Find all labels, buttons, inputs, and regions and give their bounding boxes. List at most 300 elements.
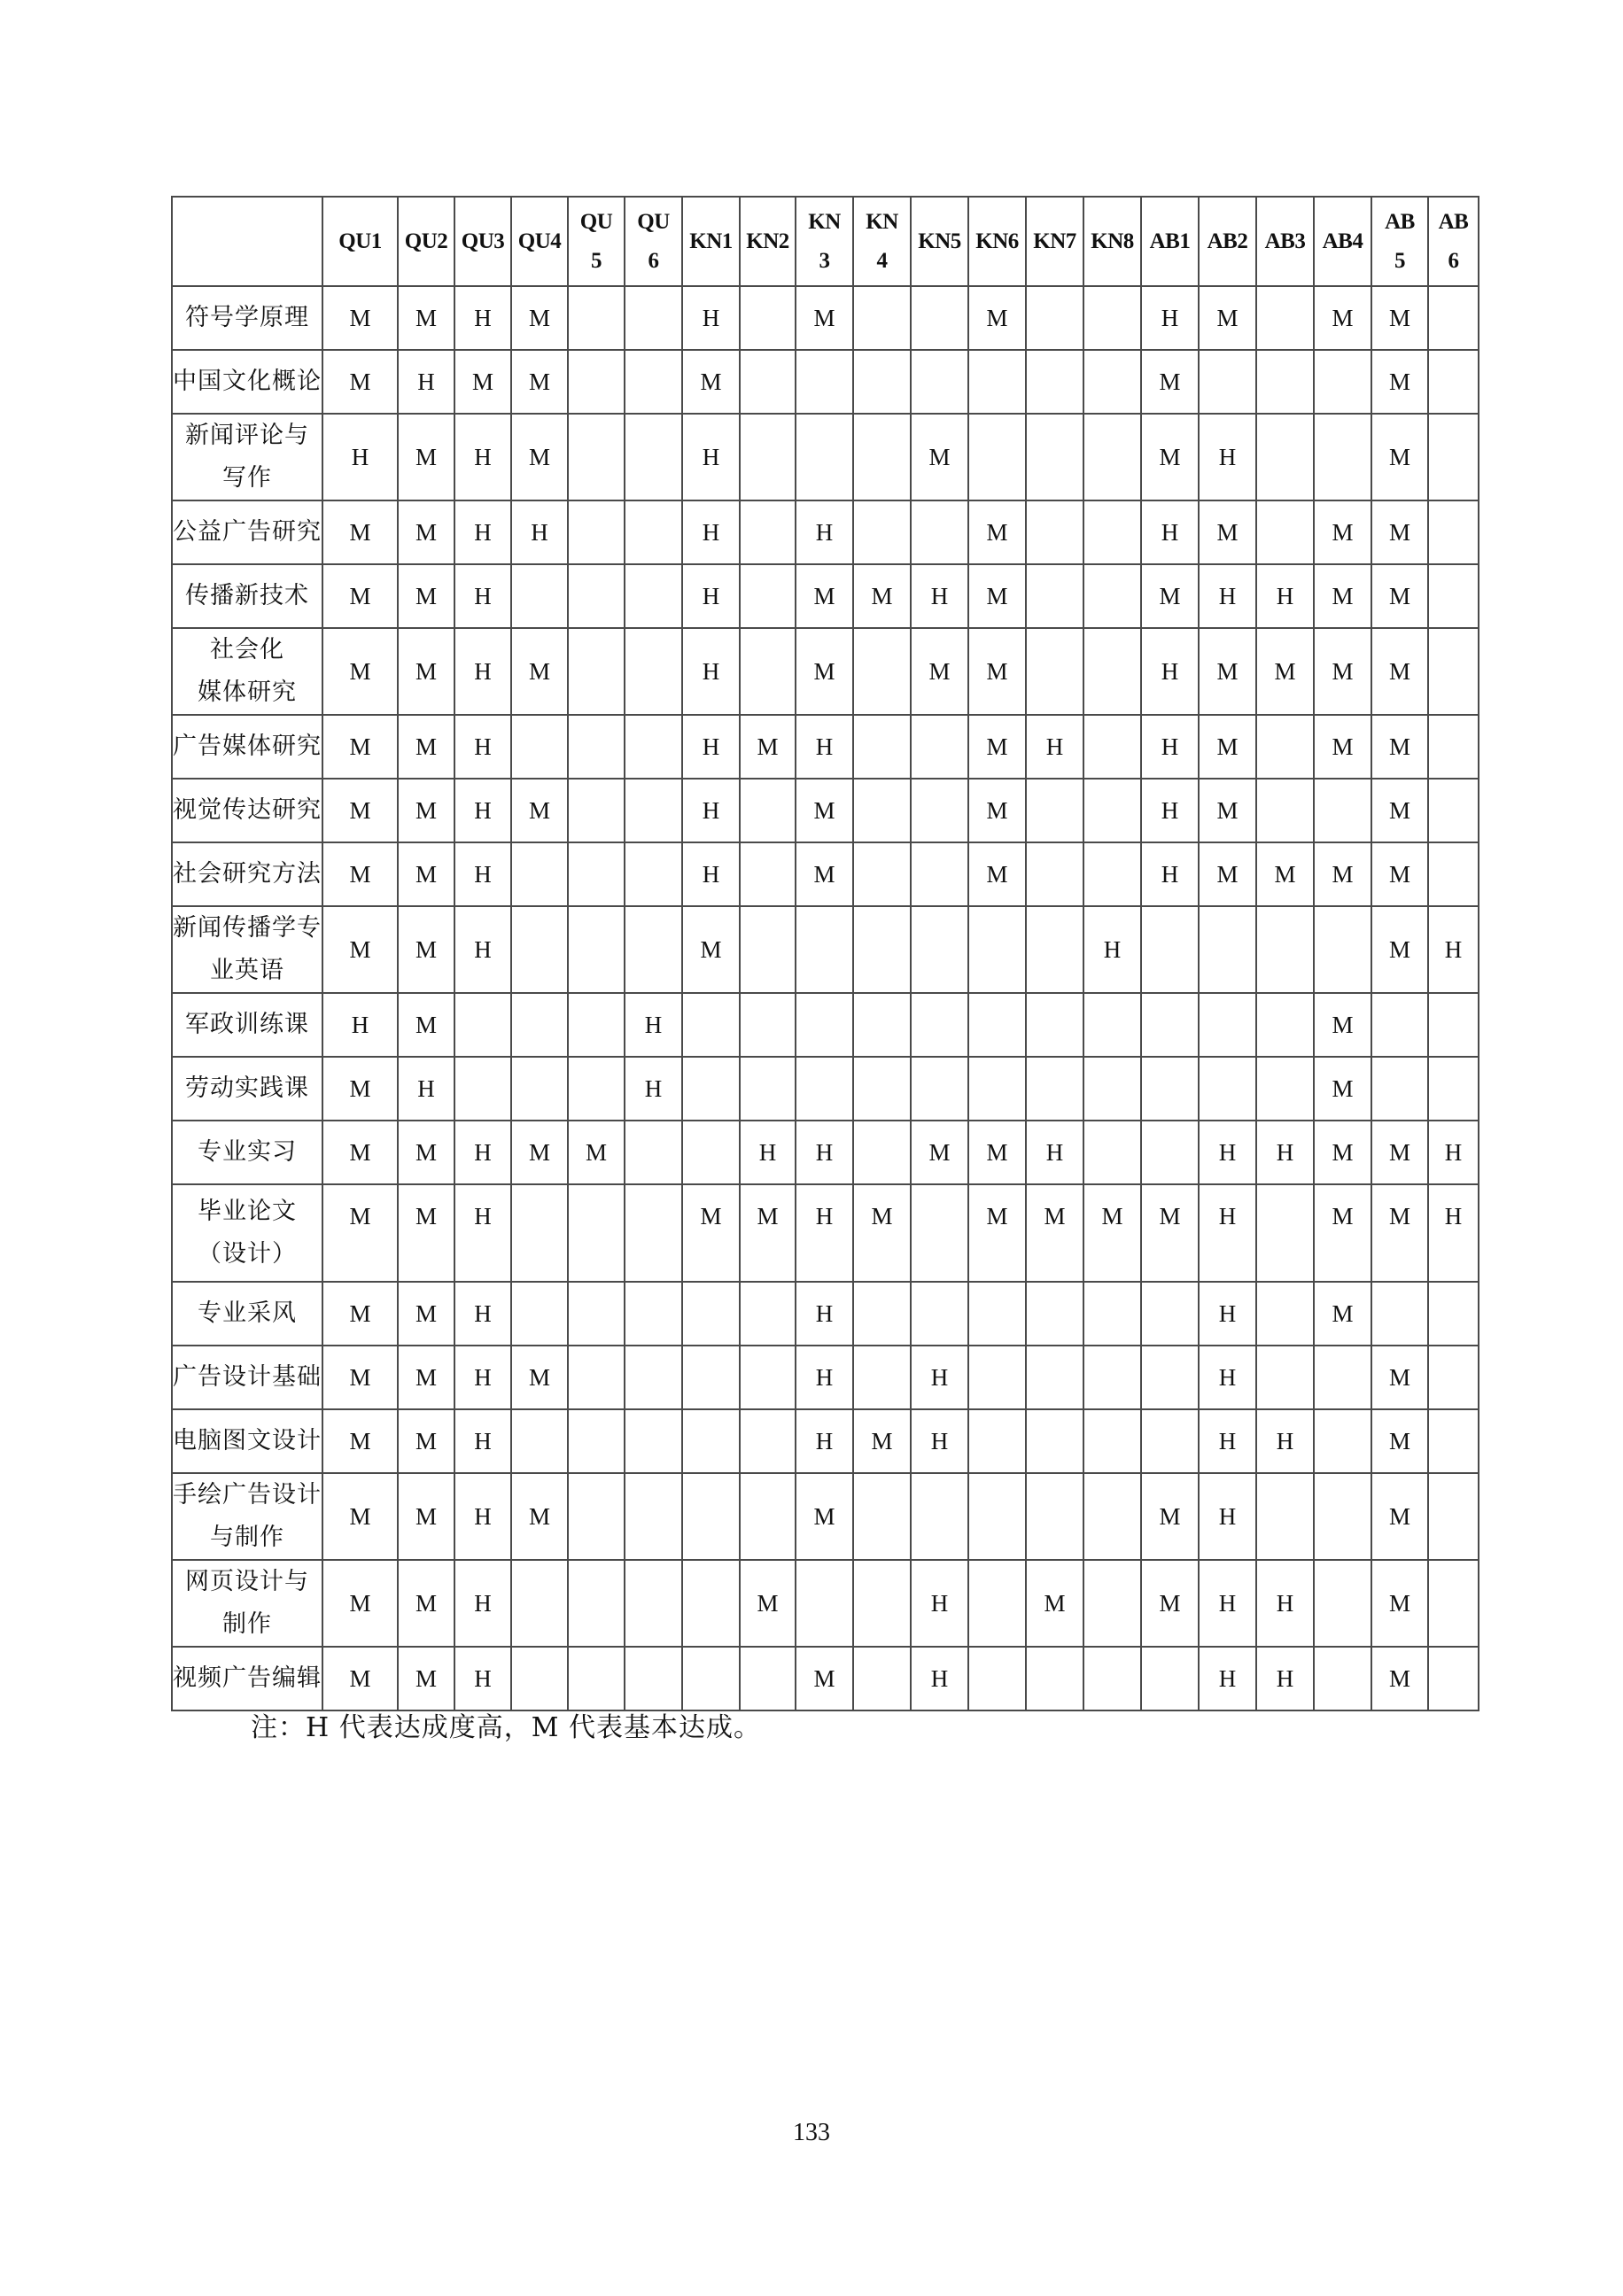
rating-cell: [853, 715, 911, 779]
table-row: [172, 1473, 1479, 1560]
rating-cell: M: [740, 1560, 796, 1647]
rating-cell: [796, 993, 853, 1057]
rating-cell: M: [1371, 1184, 1428, 1282]
table-row: [172, 286, 1479, 350]
rating-cell: [1428, 1282, 1479, 1346]
rating-cell: [1026, 350, 1083, 414]
rating-cell: [568, 993, 625, 1057]
rating-cell: M: [1199, 286, 1256, 350]
rating-cell: H: [1199, 1121, 1256, 1184]
table-row: [172, 906, 1479, 993]
rating-cell: M: [1314, 993, 1371, 1057]
header-corner: [172, 197, 322, 286]
rating-cell: [568, 1560, 625, 1647]
rating-cell: [1428, 779, 1479, 842]
column-header: AB4: [1314, 197, 1371, 286]
rating-cell: H: [796, 1121, 853, 1184]
rating-cell: [1199, 906, 1256, 993]
rating-cell: H: [682, 500, 740, 564]
rating-cell: M: [1371, 286, 1428, 350]
table-row: [172, 842, 1479, 906]
rating-cell: [968, 1647, 1026, 1710]
rating-cell: H: [911, 1647, 968, 1710]
rating-cell: [853, 1560, 911, 1647]
rating-cell: M: [322, 1346, 398, 1409]
rating-cell: [1199, 1057, 1256, 1121]
rating-cell: [853, 286, 911, 350]
rating-cell: [1083, 286, 1141, 350]
rating-cell: [740, 1282, 796, 1346]
course-name-cell: 军政训练课: [172, 993, 322, 1057]
rating-cell: [568, 414, 625, 500]
course-objective-matrix: [171, 196, 1479, 1711]
rating-cell: [625, 1560, 682, 1647]
rating-cell: M: [322, 1184, 398, 1282]
rating-cell: M: [511, 350, 568, 414]
rating-cell: H: [1141, 500, 1199, 564]
rating-cell: M: [1371, 628, 1428, 715]
course-name-cell: 毕业论文 （设计）: [172, 1184, 322, 1282]
rating-cell: M: [322, 1121, 398, 1184]
rating-cell: [968, 1057, 1026, 1121]
rating-cell: [853, 842, 911, 906]
rating-cell: H: [796, 1184, 853, 1282]
rating-cell: M: [853, 564, 911, 628]
rating-cell: M: [796, 1647, 853, 1710]
rating-cell: [568, 842, 625, 906]
rating-cell: H: [1199, 1647, 1256, 1710]
rating-cell: [511, 1282, 568, 1346]
rating-cell: H: [322, 414, 398, 500]
rating-cell: M: [968, 628, 1026, 715]
rating-cell: M: [1314, 564, 1371, 628]
rating-cell: H: [454, 1121, 511, 1184]
column-header: AB1: [1141, 197, 1199, 286]
course-name-cell: 中国文化概论: [172, 350, 322, 414]
rating-cell: [1428, 414, 1479, 500]
rating-cell: [625, 842, 682, 906]
table-row: [172, 1184, 1479, 1282]
rating-cell: M: [1141, 414, 1199, 500]
course-name-cell: 社会研究方法: [172, 842, 322, 906]
rating-cell: [625, 350, 682, 414]
rating-cell: M: [398, 1473, 454, 1560]
rating-cell: M: [1083, 1184, 1141, 1282]
rating-cell: [1026, 993, 1083, 1057]
rating-cell: [1026, 1647, 1083, 1710]
rating-cell: M: [398, 1560, 454, 1647]
rating-cell: [568, 350, 625, 414]
rating-cell: [1026, 1473, 1083, 1560]
column-header: KN2: [740, 197, 796, 286]
table-row: [172, 350, 1479, 414]
rating-cell: [511, 906, 568, 993]
rating-cell: [568, 1647, 625, 1710]
rating-cell: H: [796, 500, 853, 564]
column-header: KN8: [1083, 197, 1141, 286]
rating-cell: [1083, 1473, 1141, 1560]
rating-cell: [1083, 993, 1141, 1057]
rating-cell: H: [1256, 1560, 1314, 1647]
rating-cell: [740, 1346, 796, 1409]
rating-cell: [1026, 1409, 1083, 1473]
rating-cell: M: [398, 286, 454, 350]
column-header: KN6: [968, 197, 1026, 286]
rating-cell: [1083, 414, 1141, 500]
column-header: KN1: [682, 197, 740, 286]
rating-cell: [1314, 1409, 1371, 1473]
rating-cell: M: [1141, 564, 1199, 628]
header-row: [172, 197, 1479, 286]
rating-cell: M: [1371, 350, 1428, 414]
rating-cell: [968, 414, 1026, 500]
rating-cell: M: [682, 350, 740, 414]
rating-cell: [511, 842, 568, 906]
rating-cell: [1256, 715, 1314, 779]
rating-cell: H: [1199, 564, 1256, 628]
rating-cell: M: [1314, 842, 1371, 906]
rating-cell: [625, 564, 682, 628]
rating-cell: H: [1199, 1184, 1256, 1282]
table-row: [172, 1647, 1479, 1710]
rating-cell: M: [968, 779, 1026, 842]
rating-cell: H: [796, 715, 853, 779]
rating-cell: [625, 1409, 682, 1473]
rating-cell: [511, 993, 568, 1057]
course-name-cell: 新闻评论与 写作: [172, 414, 322, 500]
column-header: QU 6: [625, 197, 682, 286]
rating-cell: [682, 1560, 740, 1647]
rating-cell: M: [511, 1473, 568, 1560]
rating-cell: H: [454, 842, 511, 906]
rating-cell: [1141, 1057, 1199, 1121]
rating-cell: [1428, 993, 1479, 1057]
rating-cell: M: [1371, 1409, 1428, 1473]
rating-cell: [911, 1282, 968, 1346]
rating-cell: H: [682, 842, 740, 906]
rating-cell: [682, 993, 740, 1057]
rating-cell: [1083, 1409, 1141, 1473]
rating-cell: [911, 993, 968, 1057]
rating-cell: H: [796, 1409, 853, 1473]
rating-cell: M: [322, 628, 398, 715]
rating-cell: M: [740, 715, 796, 779]
rating-cell: H: [1141, 779, 1199, 842]
rating-cell: H: [454, 500, 511, 564]
rating-cell: [1026, 500, 1083, 564]
rating-cell: [1026, 414, 1083, 500]
rating-cell: [682, 1647, 740, 1710]
rating-cell: [1428, 1560, 1479, 1647]
rating-cell: [568, 500, 625, 564]
rating-cell: [1314, 1560, 1371, 1647]
rating-cell: H: [454, 1560, 511, 1647]
rating-cell: [1199, 993, 1256, 1057]
rating-cell: [1141, 1647, 1199, 1710]
rating-cell: [1083, 564, 1141, 628]
table-note: 注：H 代表达成度高，M 代表基本达成。: [251, 1712, 761, 1743]
rating-cell: [1026, 1057, 1083, 1121]
table-row: [172, 500, 1479, 564]
rating-cell: M: [968, 564, 1026, 628]
rating-cell: M: [1371, 842, 1428, 906]
rating-cell: [1314, 350, 1371, 414]
rating-cell: [968, 1282, 1026, 1346]
rating-cell: H: [911, 1409, 968, 1473]
table-row: [172, 715, 1479, 779]
rating-cell: [1083, 500, 1141, 564]
course-name-cell: 传播新技术: [172, 564, 322, 628]
table-row: [172, 564, 1479, 628]
rating-cell: M: [853, 1184, 911, 1282]
rating-cell: H: [454, 286, 511, 350]
rating-cell: [511, 1184, 568, 1282]
rating-cell: M: [1371, 414, 1428, 500]
course-name-cell: 手绘广告设计 与制作: [172, 1473, 322, 1560]
rating-cell: [740, 1409, 796, 1473]
rating-cell: [853, 500, 911, 564]
rating-cell: H: [1199, 1473, 1256, 1560]
rating-cell: H: [454, 906, 511, 993]
table-row: [172, 628, 1479, 715]
rating-cell: M: [1141, 1184, 1199, 1282]
column-header: QU3: [454, 197, 511, 286]
rating-cell: M: [322, 286, 398, 350]
rating-cell: H: [682, 286, 740, 350]
rating-cell: [1083, 1057, 1141, 1121]
course-name-cell: 专业采风: [172, 1282, 322, 1346]
rating-cell: M: [322, 1057, 398, 1121]
rating-cell: M: [322, 842, 398, 906]
rating-cell: M: [1371, 500, 1428, 564]
rating-cell: [568, 906, 625, 993]
course-name-cell: 公益广告研究: [172, 500, 322, 564]
rating-cell: M: [511, 628, 568, 715]
rating-cell: H: [911, 1560, 968, 1647]
rating-cell: [1256, 286, 1314, 350]
rating-cell: [740, 1473, 796, 1560]
rating-cell: M: [322, 350, 398, 414]
rating-cell: M: [796, 779, 853, 842]
course-name-cell: 符号学原理: [172, 286, 322, 350]
rating-cell: H: [796, 1282, 853, 1346]
rating-cell: H: [1083, 906, 1141, 993]
column-header: KN5: [911, 197, 968, 286]
rating-cell: [968, 1473, 1026, 1560]
rating-cell: H: [1026, 715, 1083, 779]
rating-cell: [796, 906, 853, 993]
rating-cell: [911, 842, 968, 906]
column-header: AB 5: [1371, 197, 1428, 286]
rating-cell: H: [454, 628, 511, 715]
rating-cell: [740, 906, 796, 993]
rating-cell: [1256, 414, 1314, 500]
rating-cell: M: [968, 286, 1026, 350]
rating-cell: M: [398, 993, 454, 1057]
rating-cell: M: [1256, 842, 1314, 906]
rating-cell: [1428, 1346, 1479, 1409]
rating-cell: [1371, 1282, 1428, 1346]
rating-cell: H: [625, 1057, 682, 1121]
rating-cell: M: [1371, 779, 1428, 842]
rating-cell: H: [1199, 1409, 1256, 1473]
rating-cell: [1026, 1282, 1083, 1346]
rating-cell: M: [398, 628, 454, 715]
rating-cell: [1141, 1282, 1199, 1346]
rating-cell: [454, 993, 511, 1057]
rating-cell: M: [398, 1409, 454, 1473]
rating-cell: [911, 779, 968, 842]
rating-cell: M: [398, 842, 454, 906]
rating-cell: [625, 906, 682, 993]
rating-cell: [1428, 842, 1479, 906]
rating-cell: [911, 906, 968, 993]
table-row: [172, 1409, 1479, 1473]
rating-cell: [511, 1409, 568, 1473]
rating-cell: [1083, 1282, 1141, 1346]
rating-cell: M: [1314, 500, 1371, 564]
rating-cell: [740, 350, 796, 414]
column-header: KN 4: [853, 197, 911, 286]
rating-cell: H: [1141, 715, 1199, 779]
rating-cell: H: [1199, 1560, 1256, 1647]
rating-cell: H: [1428, 1184, 1479, 1282]
rating-cell: [625, 1647, 682, 1710]
rating-cell: M: [322, 564, 398, 628]
rating-cell: M: [1141, 350, 1199, 414]
course-name-cell: 网页设计与 制作: [172, 1560, 322, 1647]
rating-cell: [1314, 414, 1371, 500]
rating-cell: H: [511, 500, 568, 564]
rating-cell: M: [322, 1647, 398, 1710]
rating-cell: M: [911, 414, 968, 500]
rating-cell: M: [398, 779, 454, 842]
rating-cell: M: [1199, 628, 1256, 715]
rating-cell: M: [1141, 1473, 1199, 1560]
rating-cell: [853, 1282, 911, 1346]
rating-cell: [853, 1473, 911, 1560]
rating-cell: [682, 1473, 740, 1560]
rating-cell: M: [1314, 286, 1371, 350]
column-header: QU2: [398, 197, 454, 286]
rating-cell: H: [1199, 414, 1256, 500]
rating-cell: H: [1428, 906, 1479, 993]
rating-cell: M: [398, 1184, 454, 1282]
rating-cell: M: [1371, 906, 1428, 993]
rating-cell: [853, 1121, 911, 1184]
rating-cell: H: [454, 715, 511, 779]
column-header: KN7: [1026, 197, 1083, 286]
rating-cell: [682, 1346, 740, 1409]
rating-cell: [568, 779, 625, 842]
table-row: [172, 993, 1479, 1057]
rating-cell: [1083, 1346, 1141, 1409]
rating-cell: [1083, 628, 1141, 715]
rating-cell: M: [1026, 1184, 1083, 1282]
rating-cell: M: [322, 1560, 398, 1647]
rating-cell: M: [968, 1121, 1026, 1184]
rating-cell: M: [1256, 628, 1314, 715]
rating-cell: [1256, 1282, 1314, 1346]
rating-cell: [1083, 1560, 1141, 1647]
rating-cell: H: [682, 715, 740, 779]
rating-cell: M: [1371, 715, 1428, 779]
course-name-cell: 广告媒体研究: [172, 715, 322, 779]
rating-cell: [740, 414, 796, 500]
rating-cell: [911, 1184, 968, 1282]
table-row: [172, 414, 1479, 500]
rating-cell: [853, 779, 911, 842]
rating-cell: [968, 906, 1026, 993]
rating-cell: M: [911, 1121, 968, 1184]
column-header: QU1: [322, 197, 398, 286]
rating-cell: M: [796, 628, 853, 715]
rating-cell: M: [398, 1647, 454, 1710]
rating-cell: [511, 1560, 568, 1647]
rating-cell: M: [1371, 1346, 1428, 1409]
rating-cell: [796, 1560, 853, 1647]
rating-cell: M: [1371, 1560, 1428, 1647]
rating-cell: [568, 1346, 625, 1409]
rating-cell: H: [454, 1473, 511, 1560]
rating-cell: [740, 628, 796, 715]
rating-cell: M: [511, 414, 568, 500]
rating-cell: M: [1141, 1560, 1199, 1647]
rating-cell: [625, 1473, 682, 1560]
rating-cell: M: [1371, 564, 1428, 628]
rating-cell: M: [796, 286, 853, 350]
course-name-cell: 新闻传播学专 业英语: [172, 906, 322, 993]
rating-cell: [911, 286, 968, 350]
rating-cell: [853, 993, 911, 1057]
rating-cell: [682, 1409, 740, 1473]
rating-cell: [911, 1473, 968, 1560]
rating-cell: M: [1314, 1121, 1371, 1184]
rating-cell: [1428, 1409, 1479, 1473]
rating-cell: M: [322, 1282, 398, 1346]
rating-cell: M: [511, 286, 568, 350]
rating-cell: M: [398, 564, 454, 628]
rating-cell: H: [454, 1409, 511, 1473]
rating-cell: [1083, 842, 1141, 906]
rating-cell: M: [911, 628, 968, 715]
course-name-cell: 视觉传达研究: [172, 779, 322, 842]
rating-cell: H: [911, 564, 968, 628]
rating-cell: [1256, 993, 1314, 1057]
rating-cell: [1141, 1121, 1199, 1184]
rating-cell: [511, 715, 568, 779]
rating-cell: M: [1199, 842, 1256, 906]
rating-cell: M: [398, 414, 454, 500]
rating-cell: [568, 1057, 625, 1121]
rating-cell: H: [1256, 1647, 1314, 1710]
rating-cell: M: [398, 1121, 454, 1184]
rating-cell: M: [1026, 1560, 1083, 1647]
rating-cell: [682, 1121, 740, 1184]
column-header: AB2: [1199, 197, 1256, 286]
rating-cell: H: [398, 1057, 454, 1121]
rating-cell: [796, 350, 853, 414]
table-row: [172, 1121, 1479, 1184]
rating-cell: H: [1199, 1282, 1256, 1346]
course-name-cell: 视频广告编辑: [172, 1647, 322, 1710]
rating-cell: H: [682, 779, 740, 842]
rating-cell: M: [1314, 1282, 1371, 1346]
rating-cell: M: [511, 1121, 568, 1184]
rating-cell: [568, 1184, 625, 1282]
rating-cell: [911, 715, 968, 779]
column-header: QU4: [511, 197, 568, 286]
